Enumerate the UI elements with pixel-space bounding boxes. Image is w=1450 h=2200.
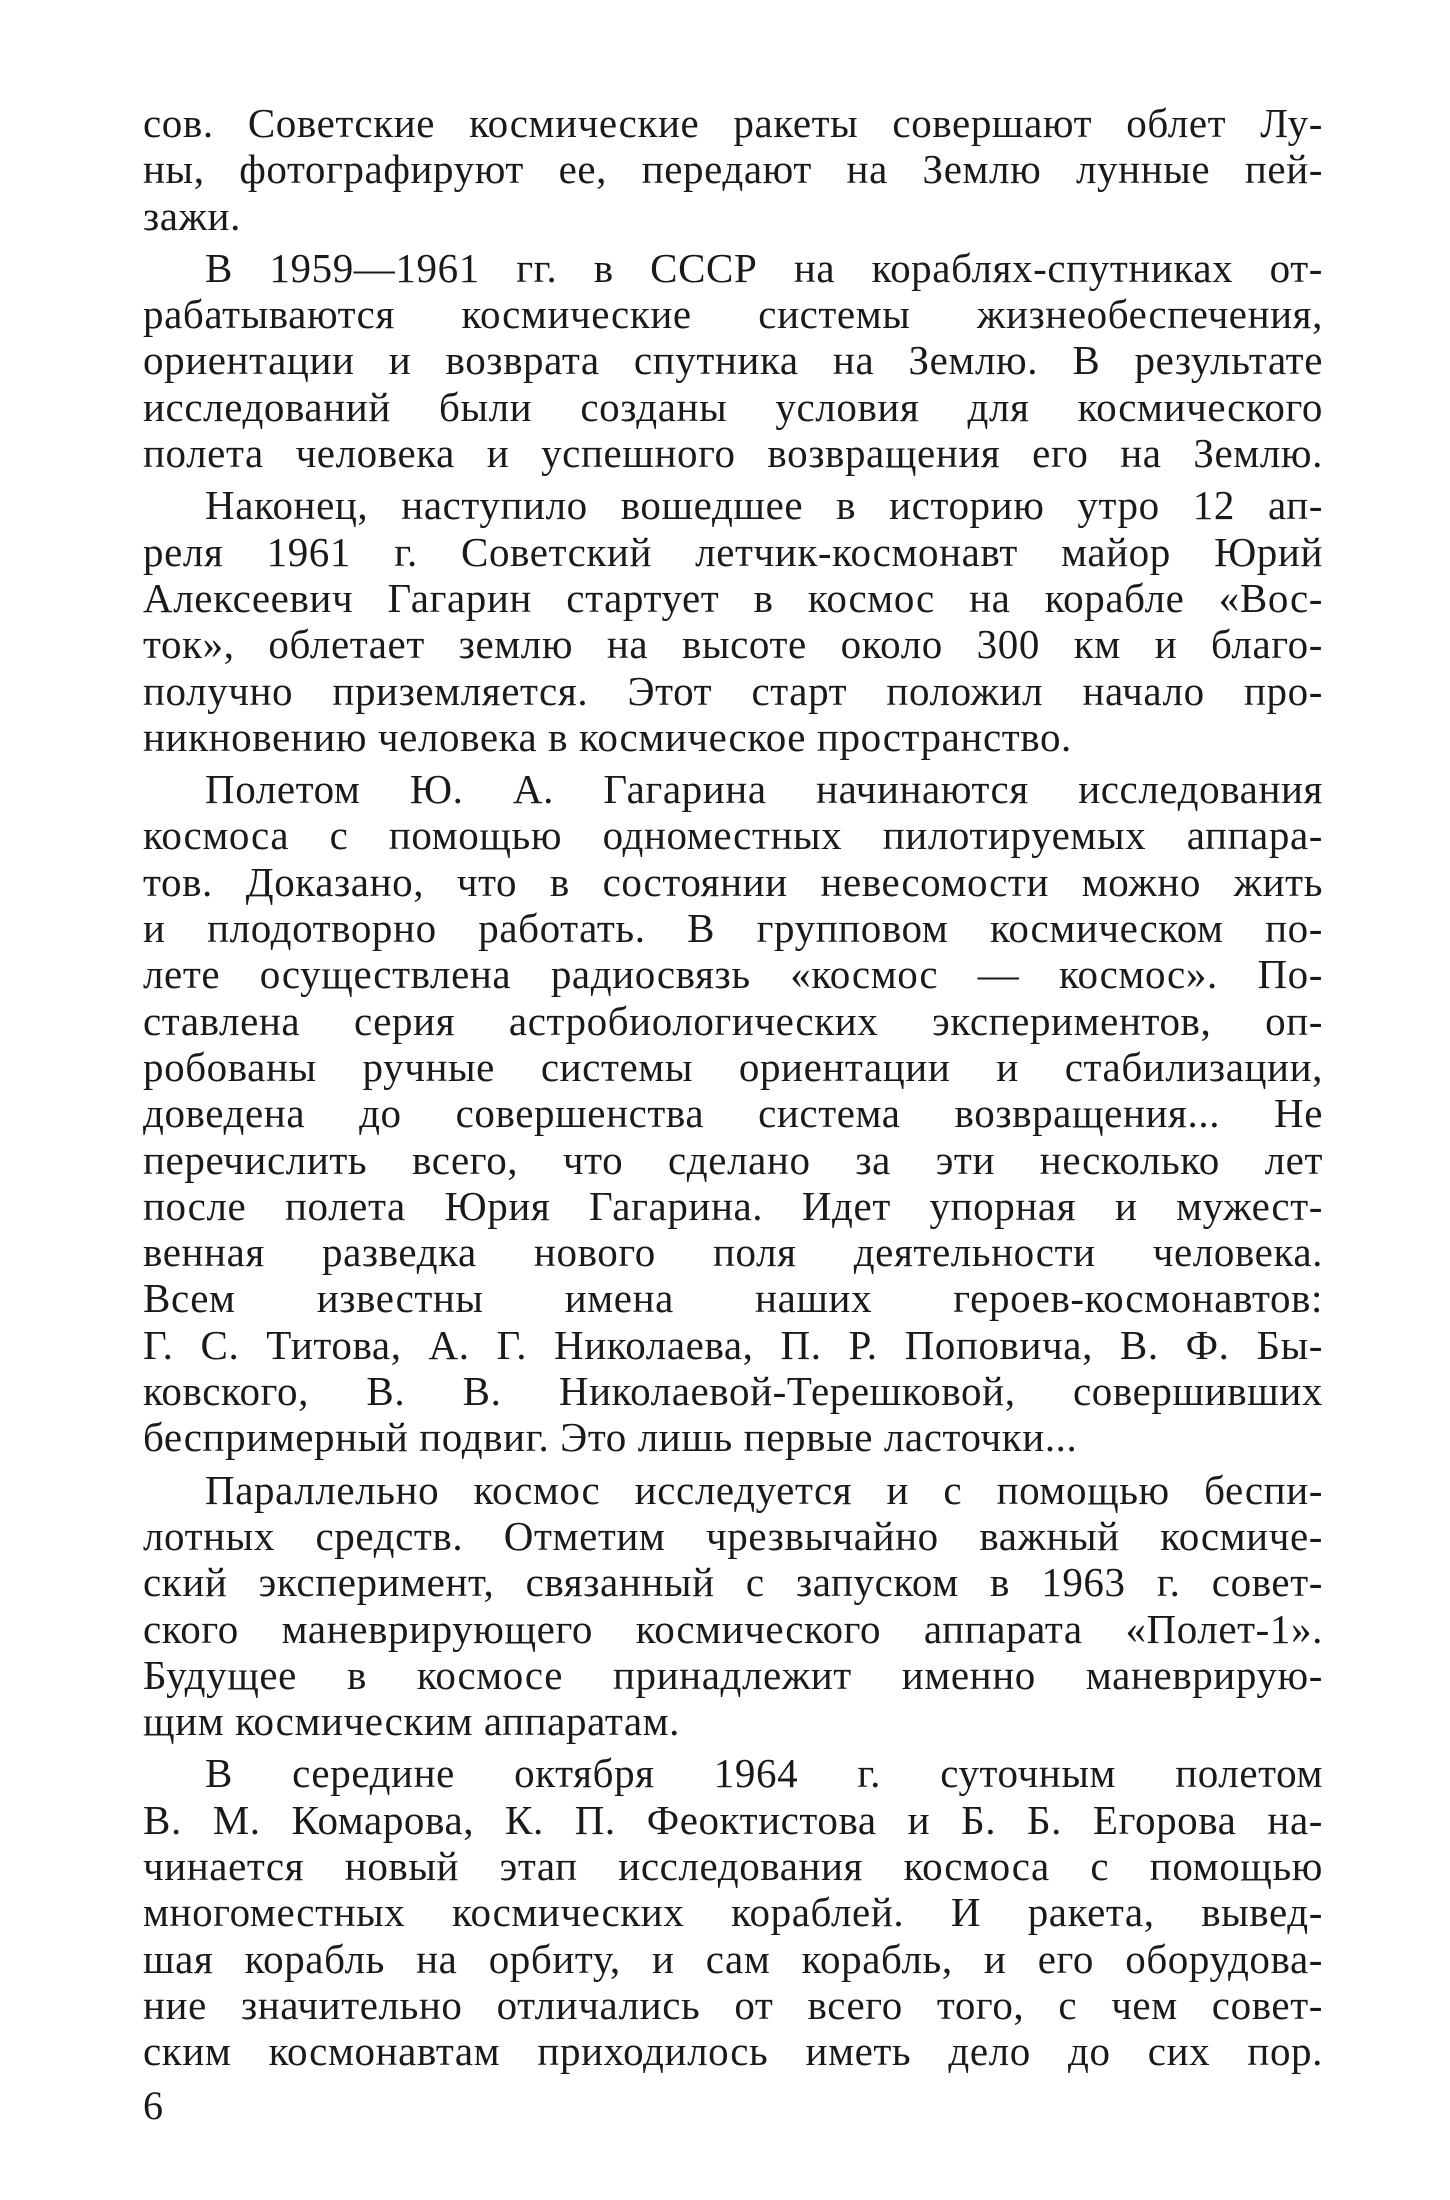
paragraph bbox=[143, 100, 1323, 239]
page-number: 6 bbox=[143, 2083, 163, 2128]
text-line: Г. С. Титова, А. Г. Николаева, П. Р. Поповича, В. Ф. Бы- bbox=[143, 1321, 1323, 1368]
paragraph bbox=[143, 245, 1323, 476]
text-line: Полетом Ю. А. Гагарина начинаются исследования bbox=[205, 766, 1323, 813]
text-line: ставлена серия астробиологических экспериментов, оп- bbox=[143, 997, 1323, 1044]
text-line: ским космонавтам приходилось иметь дело до сих пор. bbox=[143, 2028, 1323, 2075]
text-line: рабатываются космические системы жизнеобеспечения, bbox=[143, 291, 1323, 338]
text-line: исследований были созданы условия для космического bbox=[143, 383, 1323, 430]
text-line: полета человека и успешного возвращения его на Землю. bbox=[143, 430, 1323, 477]
text-line: венная разведка нового поля деятельности человека. bbox=[143, 1229, 1323, 1276]
text-line: получно приземляется. Этот старт положил начало про- bbox=[143, 667, 1323, 714]
text-line: В. М. Комарова, К. П. Феоктистова и Б. Б. Егорова на- bbox=[143, 1796, 1323, 1843]
text-line: космоса с помощью одноместных пилотируемых аппара- bbox=[143, 812, 1323, 859]
text-line: многоместных космических кораблей. И ракета, вывед- bbox=[143, 1889, 1323, 1936]
paragraph bbox=[143, 766, 1323, 1460]
text-line: ковского, В. В. Николаевой-Терешковой, совершивших bbox=[143, 1368, 1323, 1415]
text-line: шая корабль на орбиту, и сам корабль, и его оборудова- bbox=[143, 1935, 1323, 1982]
text-line: ский эксперимент, связанный с запуском в 1963 г. совет- bbox=[143, 1559, 1323, 1606]
text-line: беспримерный подвиг. Это лишь первые ласточки... bbox=[143, 1414, 1078, 1461]
text-line: В 1959—1961 гг. в СССР на кораблях-спутниках от- bbox=[205, 244, 1323, 291]
text-line: и плодотворно работать. В групповом космическом по- bbox=[143, 905, 1323, 952]
text-line: лотных средств. Отметим чрезвычайно важный космиче- bbox=[143, 1512, 1323, 1559]
text-line: ние значительно отличались от всего того, с чем совет- bbox=[143, 1981, 1323, 2028]
text-line: перечислить всего, что сделано за эти несколько лет bbox=[143, 1136, 1323, 1183]
text-line: после полета Юрия Гагарина. Идет упорная и мужест- bbox=[143, 1182, 1323, 1229]
text-line: ского маневрирующего космического аппарата «Полет-1». bbox=[143, 1605, 1323, 1652]
text-line: чинается новый этап исследования космоса с помощью bbox=[143, 1842, 1323, 1889]
paragraph bbox=[143, 1750, 1323, 2074]
text-line: ток», облетает землю на высоте около 300 км и благо- bbox=[143, 621, 1323, 668]
text-line: Параллельно космос исследуется и с помощью беспи- bbox=[205, 1466, 1323, 1513]
text-line: зажи. bbox=[143, 192, 241, 239]
paragraph bbox=[143, 1467, 1323, 1745]
text-line: никновению человека в космическое пространство. bbox=[143, 713, 1072, 760]
text-line: Всем известны имена наших героев-космонавтов: bbox=[143, 1275, 1323, 1322]
text-line: реля 1961 г. Советский летчик-космонавт майор Юрий bbox=[143, 528, 1323, 575]
text-line: ориентации и возврата спутника на Землю. В результате bbox=[143, 337, 1323, 384]
text-line: Будущее в космосе принадлежит именно маневрирую- bbox=[143, 1651, 1323, 1698]
text-line: тов. Доказано, что в состоянии невесомости можно жить bbox=[143, 858, 1323, 905]
text-line: робованы ручные системы ориентации и стабилизации, bbox=[143, 1043, 1323, 1090]
text-line: сов. Советские космические ракеты совершают облет Лу- bbox=[143, 100, 1323, 146]
body-text bbox=[143, 100, 1323, 2080]
paragraph bbox=[143, 482, 1323, 760]
text-line: доведена до совершенства система возвращения... Не bbox=[143, 1090, 1323, 1137]
text-line: ны, фотографируют ее, передают на Землю лунные пей- bbox=[143, 146, 1323, 193]
text-line: Наконец, наступило вошедшее в историю утро 12 ап- bbox=[205, 482, 1323, 529]
text-line: Алексеевич Гагарин стартует в космос на корабле «Вос- bbox=[143, 574, 1323, 621]
text-line: щим космическим аппаратам. bbox=[143, 1698, 681, 1745]
text-line: лете осуществлена радиосвязь «космос — космос». По- bbox=[143, 951, 1323, 998]
text-line: В середине октября 1964 г. суточным полетом bbox=[205, 1750, 1323, 1797]
